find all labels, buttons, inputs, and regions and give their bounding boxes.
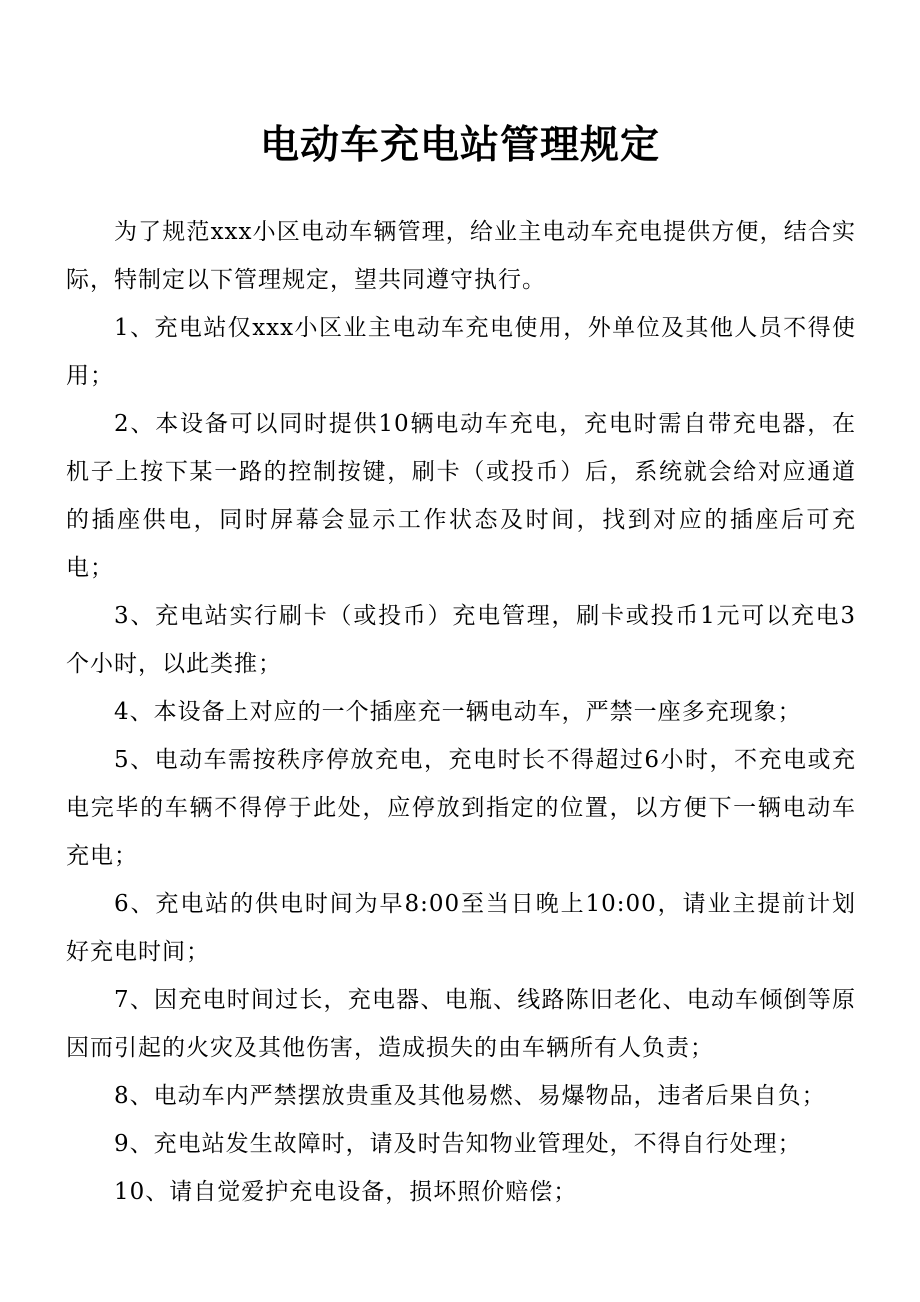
- intro-paragraph: 为了规范xxx小区电动车辆管理，给业主电动车充电提供方便，结合实际，特制定以下管理规定，望共同遵守执行。: [66, 219, 856, 293]
- rule-9: 9、充电站发生故障时，请及时告知物业管理处，不得自行处理；: [114, 1131, 802, 1157]
- rule-5: 5、电动车需按秩序停放充电，充电时长不得超过6小时，不充电或充电完毕的车辆不得停于此处，应停放到指定的位置，以方便下一辆电动车充电；: [66, 747, 856, 869]
- rule-1: 1、充电站仅xxx小区业主电动车充电使用，外单位及其他人员不得使用；: [66, 315, 856, 389]
- rule-6: 6、充电站的供电时间为早8:00至当日晚上10:00，请业主提前计划好充电时间；: [66, 891, 856, 965]
- document-body: [66, 208, 856, 1216]
- document-title: 电动车充电站管理规定: [259, 123, 660, 168]
- rule-3: 3、充电站实行刷卡（或投币）充电管理，刷卡或投币1元可以充电3个小时，以此类推；: [66, 603, 856, 677]
- rule-2: 2、本设备可以同时提供10辆电动车充电，充电时需自带充电器，在机子上按下某一路的控制按键，刷卡（或投币）后，系统就会给对应通道的插座供电，同时屏幕会显示工作状态及时间，找到对应的插座后可充电；: [66, 411, 856, 581]
- rule-8: 8、电动车内严禁摆放贵重及其他易燃、易爆物品，违者后果自负；: [114, 1083, 826, 1109]
- rule-7: 7、因充电时间过长，充电器、电瓶、线路陈旧老化、电动车倾倒等原因而引起的火灾及其他伤害，造成损失的由车辆所有人负责；: [66, 987, 856, 1061]
- rule-10: 10、请自觉爱护充电设备，损坏照价赔偿；: [114, 1179, 578, 1205]
- rule-4: 4、本设备上对应的一个插座充一辆电动车，严禁一座多充现象；: [114, 699, 802, 725]
